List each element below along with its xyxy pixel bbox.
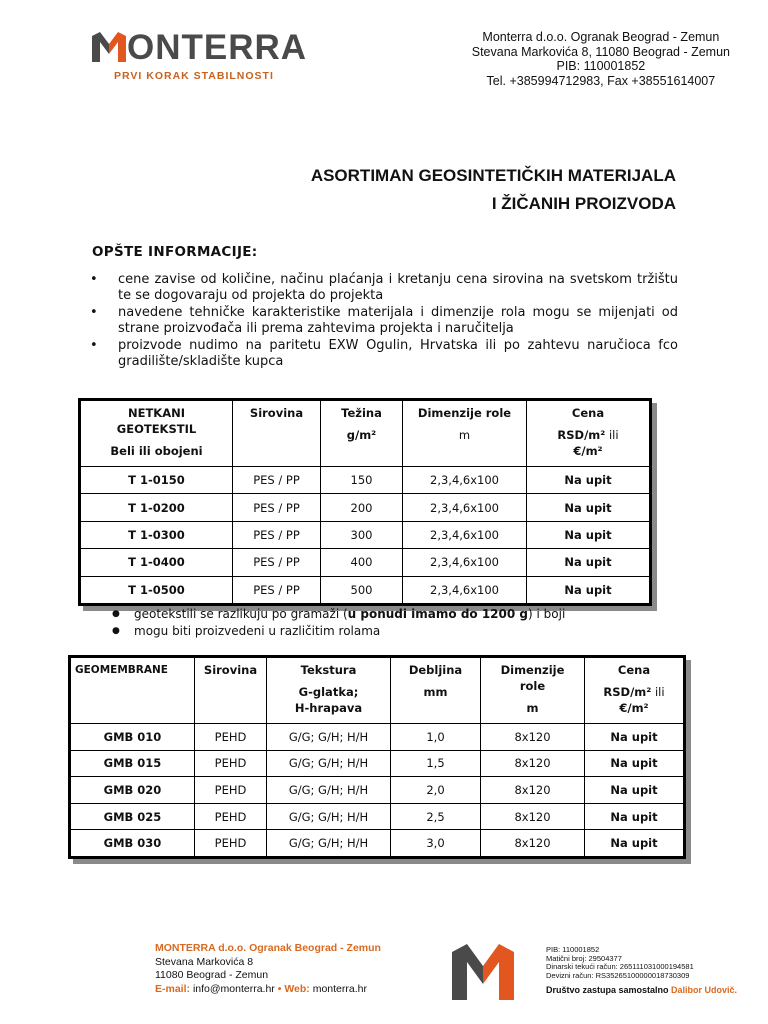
list-item [88,338,678,370]
table-header-row [81,401,650,467]
cell-thickness: 1,0 [391,724,481,751]
cell-code: T 1-0500 [81,576,233,603]
table-row [81,494,650,521]
cell-material: PES / PP [233,521,321,548]
registry-line: Matični broj: 29504377 [546,953,622,963]
cell-weight: 200 [321,494,403,521]
price-unit: RSD/m² [603,685,652,699]
cell-code: GMB 020 [71,777,195,804]
cell-dimensions: 2,3,4,6x100 [403,467,527,494]
price-unit-or: ili [651,685,665,699]
registry-line: Dinarski tekući račun: 265111031000194581 [546,962,694,971]
geotextile-notes [112,606,565,640]
cell-thickness: 3,0 [391,830,481,857]
cell-material: PES / PP [233,467,321,494]
header-text: g/m² [346,428,377,442]
cell-texture: G/G; G/H; H/H [267,724,391,751]
geomembrane-table [68,655,686,859]
col-header-texture [267,658,391,724]
representative [546,986,737,995]
cell-material: PEHD [195,750,267,777]
cell-material: PEHD [195,724,267,751]
cell-weight: 150 [321,467,403,494]
monterra-m-icon [452,944,514,1000]
cell-price: Na upit [527,467,650,494]
header-text: role [519,679,546,693]
logo-m-icon [92,32,126,62]
cell-price: Na upit [527,521,650,548]
header-text: Beli ili obojeni [110,444,203,458]
header-text: €/m² [573,444,603,458]
table-row [81,521,650,548]
col-header-thickness [391,658,481,724]
separator: • [274,982,285,995]
cell-price: Na upit [527,494,650,521]
bullet-icon: • [90,305,98,320]
col-header-price [585,658,684,724]
cell-code: GMB 025 [71,803,195,830]
header-text: Cena [617,663,651,677]
company-line: Stevana Markovića 8, 11080 Beograd - Zemun [471,44,730,59]
list-item [88,272,678,304]
list-item-text: cene zavise od količine, načinu plaćanja i kretanju cena sirovina na svetskom tržištu te se dogovaraju od projekta do projekta [118,272,678,303]
cell-material: PES / PP [233,576,321,603]
cell-price: Na upit [585,724,684,751]
list-item [88,305,678,337]
cell-dimensions: 8x120 [481,724,585,751]
rep-text: Društvo zastupa samostalno [546,985,672,995]
cell-dimensions: 2,3,4,6x100 [403,521,527,548]
table-row [71,777,684,804]
header-text: H-hrapava [294,701,363,715]
col-header-dimensions [481,658,585,724]
header-text: NETKANI [127,406,186,420]
header-text [589,684,679,700]
header-text: Dimenzije [500,663,565,677]
registry-line: Devizni račun: RS35265100000018730309 [546,970,690,980]
company-line: Monterra d.o.o. Ogranak Beograd - Zemun [482,30,720,44]
cell-material: PES / PP [233,549,321,576]
bullet-icon: • [90,272,98,287]
cell-texture: G/G; G/H; H/H [267,750,391,777]
note-text: geotekstili se razlikuju po gramaži ( [134,607,348,621]
company-info [472,30,730,88]
footer-address: Stevana Markovića 8 [155,955,254,968]
cell-texture: G/G; G/H; H/H [267,830,391,857]
web-link[interactable]: monterra.hr [312,982,367,995]
cell-weight: 400 [321,549,403,576]
table-row [71,803,684,830]
bullet-icon: ● [112,626,120,636]
document-title [311,162,676,218]
cell-dimensions: 2,3,4,6x100 [403,576,527,603]
header-text: Težina [341,406,382,420]
header-text: Sirovina [203,663,258,677]
logo-wordmark [92,28,307,68]
footer-links [155,983,381,997]
cell-texture: G/G; G/H; H/H [267,803,391,830]
table-row [71,830,684,857]
header-text: m [458,428,471,442]
cell-dimensions: 2,3,4,6x100 [403,549,527,576]
company-line: PIB: 110001852 [556,59,646,73]
cell-texture: G/G; G/H; H/H [267,777,391,804]
cell-dimensions: 8x120 [481,750,585,777]
header-text: m [526,701,539,715]
col-header-price [527,401,650,467]
tagline: PRVI KORAK STABILNOSTI [114,70,274,82]
col-header-dimensions [403,401,527,467]
cell-thickness: 2,0 [391,777,481,804]
header-text: GEOMEMBRANE [75,664,168,676]
bullet-icon: ● [112,609,120,619]
footer-company: MONTERRA d.o.o. Ogranak Beograd - Zemun [155,942,381,954]
table-row [81,576,650,603]
header-text [531,427,645,443]
cell-thickness: 1,5 [391,750,481,777]
cell-code: GMB 015 [71,750,195,777]
general-info-list [88,272,678,371]
col-header-material [233,401,321,467]
cell-price: Na upit [585,803,684,830]
note-text: mogu biti proizvedeni u različitim rolama [134,624,381,638]
general-info-heading: OPŠTE INFORMACIJE: [92,244,258,260]
cell-weight: 500 [321,576,403,603]
cell-price: Na upit [527,549,650,576]
cell-code: GMB 010 [71,724,195,751]
header-text: mm [423,685,448,699]
footer-contact [155,942,381,996]
cell-price: Na upit [585,830,684,857]
cell-thickness: 2,5 [391,803,481,830]
cell-dimensions: 8x120 [481,830,585,857]
cell-dimensions: 2,3,4,6x100 [403,494,527,521]
note-emphasis: u ponudi imamo do 1200 g [347,607,528,621]
header-text: Sirovina [249,406,304,420]
cell-code: T 1-0400 [81,549,233,576]
col-header-material [195,658,267,724]
note-text: ) i boji [528,607,566,621]
price-unit: RSD/m² [557,428,606,442]
table-row [81,467,650,494]
monterra-logo [92,28,332,88]
footer-registry [546,946,737,995]
cell-material: PES / PP [233,494,321,521]
cell-material: PEHD [195,777,267,804]
cell-material: PEHD [195,830,267,857]
header-text: Debljina [408,663,463,677]
footer-city: 11080 Beograd - Zemun [155,969,269,981]
cell-code: T 1-0150 [81,467,233,494]
cell-dimensions: 8x120 [481,777,585,804]
header-text: G-glatka; [298,685,359,699]
price-unit-or: ili [605,428,619,442]
header-text: Dimenzije role [417,406,512,420]
email-link[interactable]: info@monterra.hr [192,982,275,995]
title-line-2: I ŽIČANIH PROIZVODA [491,194,676,213]
rep-name: Dalibor Udovič. [671,985,738,995]
cell-dimensions: 8x120 [481,803,585,830]
header-text: Cena [571,406,605,420]
header-text: GEOTEKSTIL [116,422,197,436]
table-row [81,549,650,576]
email-label: E-mail: [155,982,193,995]
list-item [112,606,565,623]
cell-code: GMB 030 [71,830,195,857]
cell-code: T 1-0200 [81,494,233,521]
cell-price: Na upit [585,777,684,804]
web-label: Web: [284,982,313,995]
col-header-weight [321,401,403,467]
col-header-product [71,658,195,724]
table-row [71,750,684,777]
logo-rest: ONTERRA [127,28,308,67]
header-text: €/m² [619,701,649,715]
list-item-text: proizvode nudimo na paritetu EXW Ogulin, Hrvatska ili po zahtevu naručioca fco gradilište/skladište kupca [118,338,678,369]
table-header-row [71,658,684,724]
col-header-product [81,401,233,467]
cell-price: Na upit [527,576,650,603]
bullet-icon: • [90,338,98,353]
title-line-1: ASORTIMAN GEOSINTETIČKIH MATERIJALA [310,166,676,185]
registry-line: PIB: 110001852 [546,945,600,954]
geotextile-table [78,398,652,606]
cell-price: Na upit [585,750,684,777]
header-text: Tekstura [300,663,357,677]
cell-material: PEHD [195,803,267,830]
table-row [71,724,684,751]
company-line: Tel. +385994712983, Fax +38551614007 [486,73,716,88]
cell-weight: 300 [321,521,403,548]
list-item-text: navedene tehničke karakteristike materijala i dimenzije rola mogu se mijenjati od strane proizvođača ili prema zahtevima projekta i naručitelja [118,305,678,336]
list-item [112,623,565,640]
footer-logo [452,944,514,1000]
cell-code: T 1-0300 [81,521,233,548]
